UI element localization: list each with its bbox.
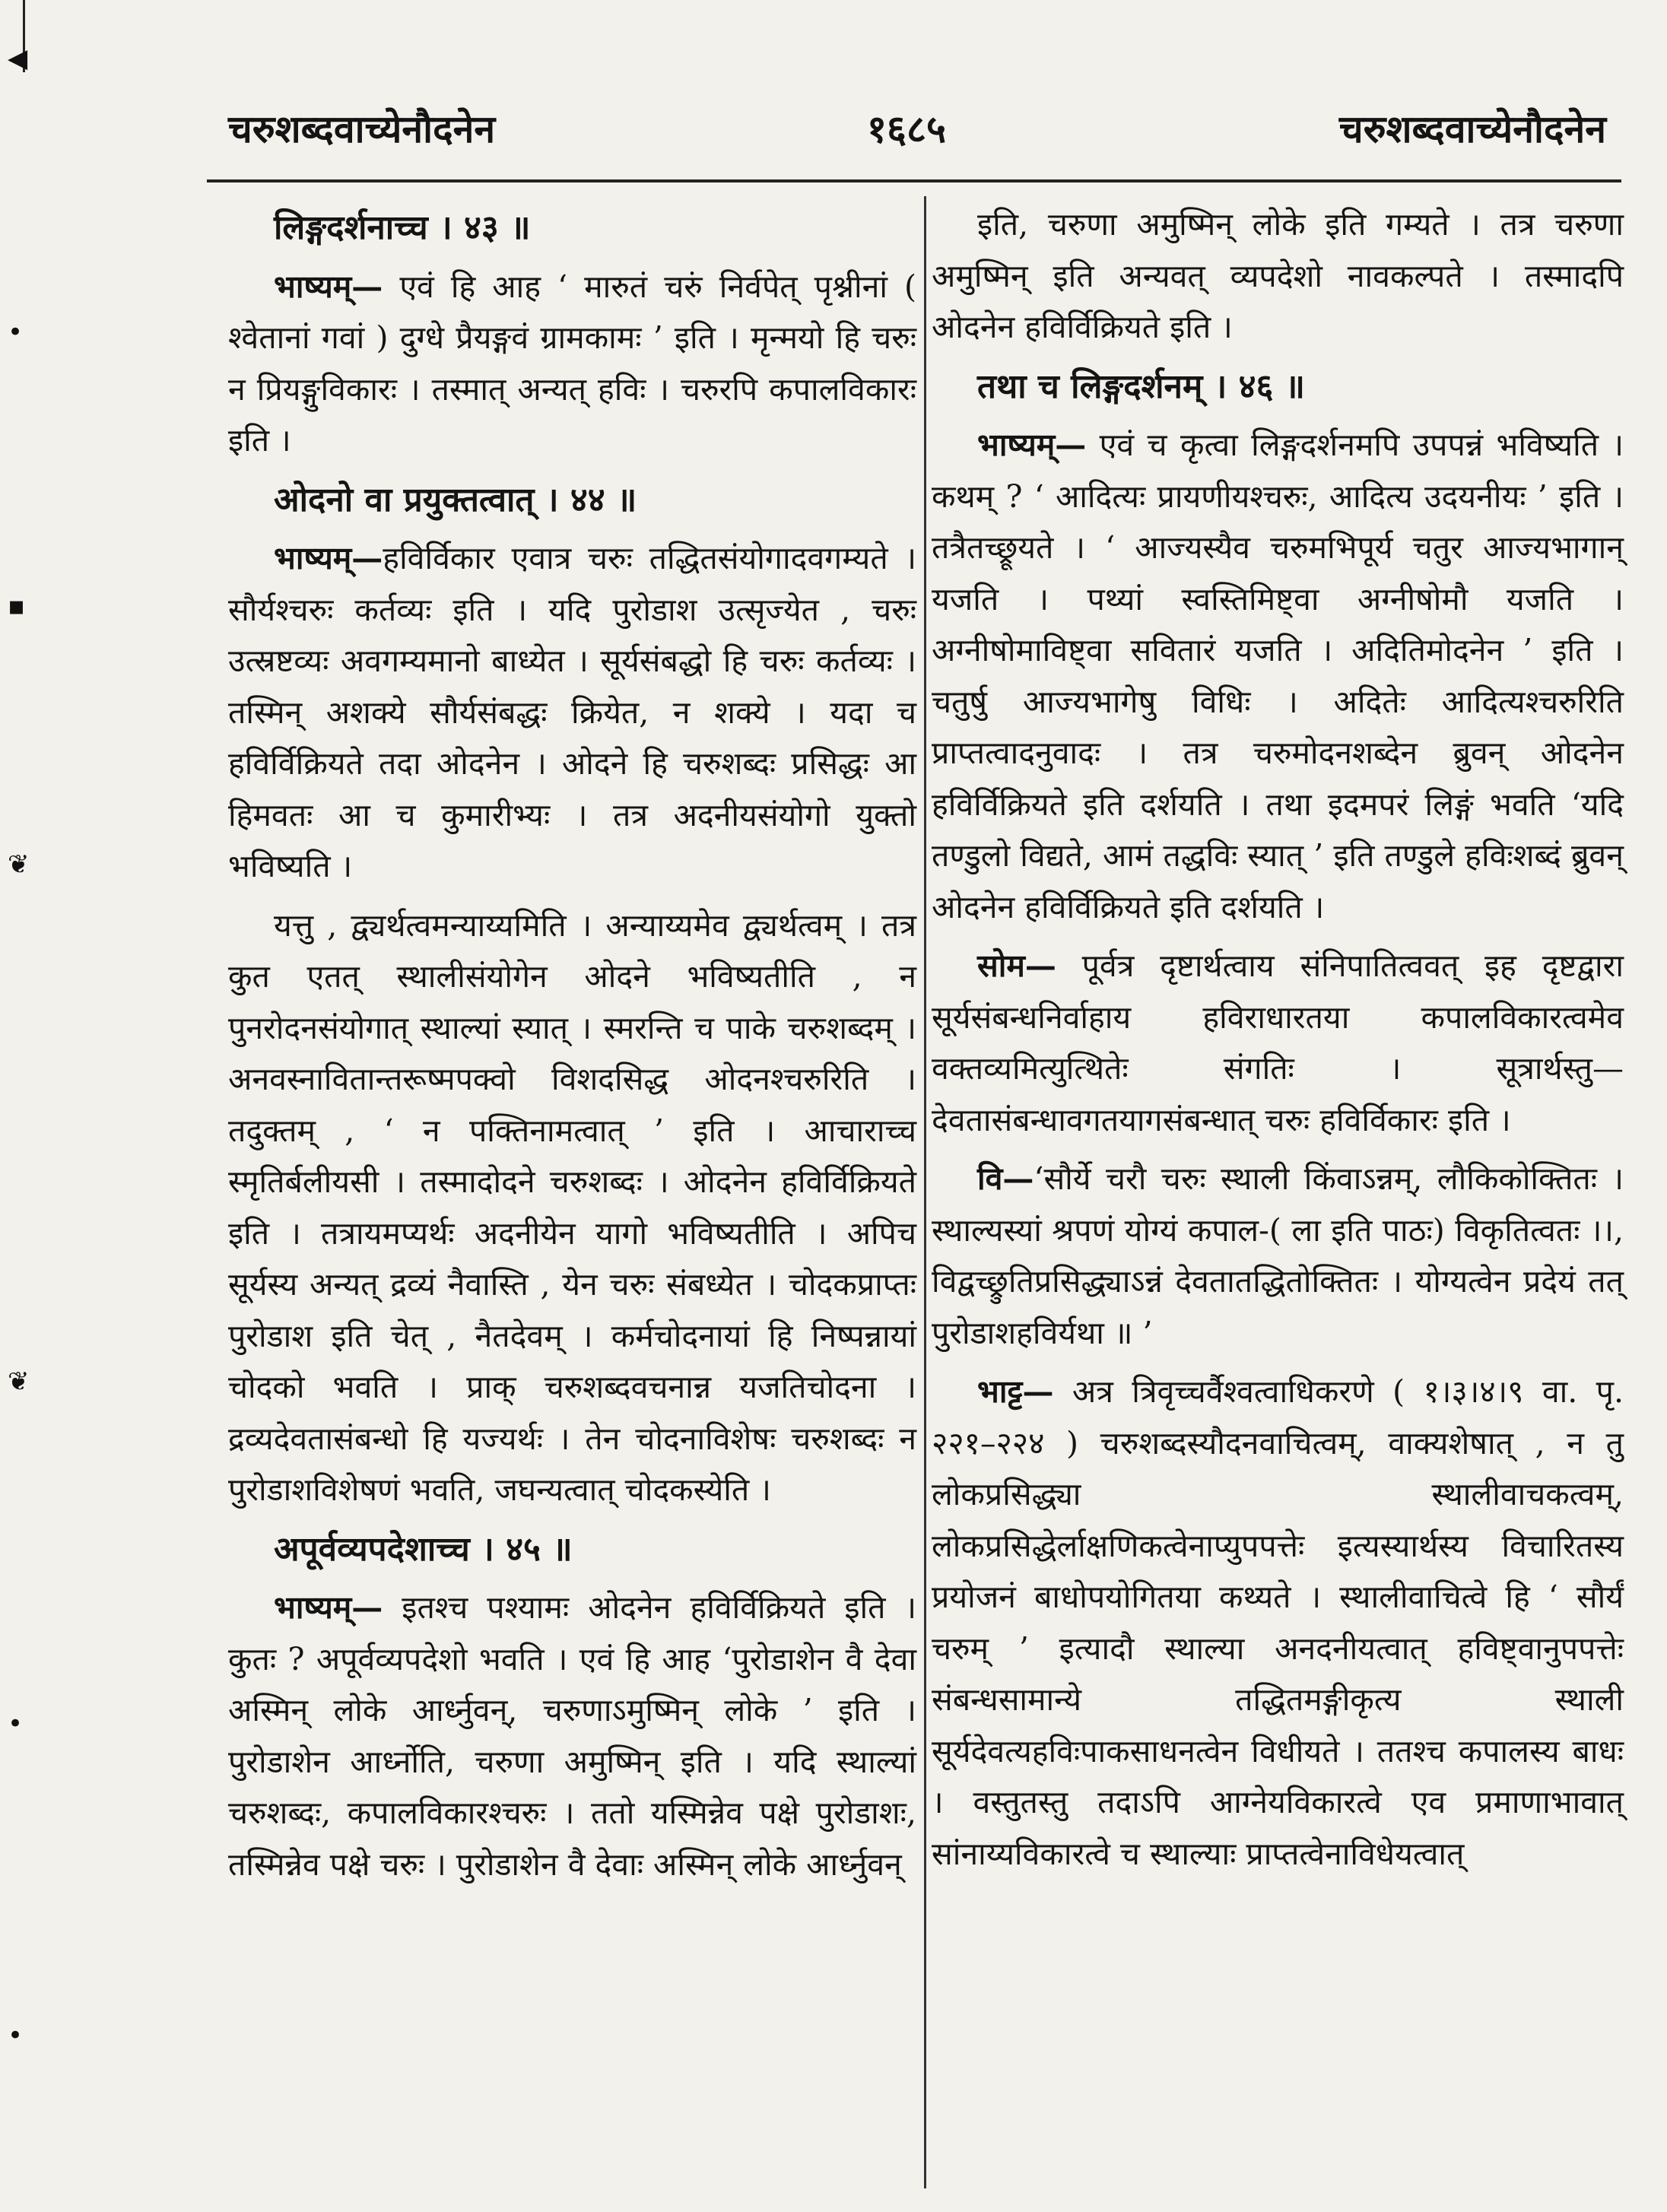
commentary-paragraph (228, 900, 916, 1516)
sutra-heading: अपूर्वव्यपदेशाच्च । ४५ ॥ (274, 1529, 573, 1569)
running-header-right: चरुशब्दवाच्येनौदनेन (1338, 106, 1606, 151)
right-column (932, 199, 1624, 1887)
commentary-label: सोम— (977, 947, 1056, 984)
commentary-paragraph (228, 1582, 916, 1890)
commentary-text: एवं च कृत्वा लिङ्गदर्शनमपि उपपन्नं भविष्यति । कथम् ? ‘ आदित्यः प्रायणीयश्चरुः, आदित्य उदयनीयः ’ इति । तत्रैतच्छ्रूयते । ‘ आज्यस्यैव चरुमभिपूर्य चतुर आज्यभागान् यजति । पथ्यां स्वस्तिमिष्ट्वा अग्नीषोमौ यजति । अग्नीषोमाविष्ट्वा सवितारं यजति । अदितिमोदनेन ’ इति । चतुर्षु आज्यभागेषु विधिः । अदितेः आदित्यश्चरुरिति प्राप्तत्वादनुवादः । तत्र चरुमोदनशब्देन ब्रुवन् ओदनेन हविर्विक्रियते इति दर्शयति । तथा इदमपरं लिङ्गं भवति ‘यदि तण्डुलो विद्यते, आमं तद्धविः स्यात् ’ इति तण्डुले हविःशब्दं ब्रुवन् ओदनेन हविर्विक्रियते इति दर्शयति । (932, 427, 1624, 925)
commentary-text: हविर्विकार एवात्र चरुः तद्धितसंयोगादवगम्यते । सौर्यश्चरुः कर्तव्यः इति । यदि पुरोडाश उत्सृज्येत , चरुः उत्स्रष्टव्यः अवगम्यमानो बाध्येत । सूर्यसंबद्धो हि चरुः कर्तव्यः । तस्मिन् अशक्ये सौर्यसंबद्धः क्रियेत, न शक्ये । यदा च हविर्विक्रियते तदा ओदनेन । ओदने हि चरुशब्दः प्रसिद्धः आ हिमवतः आ च कुमारीभ्यः । तत्र अदनीयसंयोगो युक्तो भविष्यति । (228, 540, 916, 884)
commentary-text: ‘सौर्ये चरौ चरुः स्थाली किंवाऽन्नम्, लौकिकोक्तितः । स्थाल्यस्यां श्रपणं योग्यं कपाल-( ला इति पाठः) विकृतित्वतः ।।, विद्वच्छ्रुतिप्रसिद्ध्याऽन्नं देवतातद्धितोक्तितः । योग्यत्वेन प्रदेयं तत् पुरोडाशहविर्यथा ॥ ’ (932, 1160, 1624, 1351)
sutra-heading: लिङ्गदर्शनाच्च । ४३ ॥ (274, 208, 531, 247)
margin-mark: • (8, 317, 24, 348)
commentary-paragraph (228, 533, 916, 893)
margin-mark: ❦ (8, 1366, 30, 1397)
commentary-paragraph (932, 1366, 1624, 1880)
commentary-label: भाष्यम्— (977, 427, 1087, 463)
commentary-paragraph (228, 262, 916, 467)
margin-mark: • (8, 1709, 24, 1739)
commentary-text: यत्तु , द्व्यर्थत्वमन्याय्यमिति । अन्याय्यमेव द्व्यर्थत्वम् । तत्र कुत एतत् स्थालीसंयोगेन ओदने भविष्यतीति , न पुनरोदनसंयोगात् स्थाल्यां स्यात् । स्मरन्ति च पाके चरुशब्दम् । अनवस्नावितान्तरूष्मपक्वो विशदसिद्ध ओदनश्चरुरिति । तदुक्तम् , ‘ न पक्तिनामत्वात् ’ इति । आचाराच्च स्मृतिर्बलीयसी । तस्मादोदने चरुशब्दः । ओदनेन हविर्विक्रियते इति । तत्रायमप्यर्थः अदनीयेन यागो भविष्यतीति । अपिच सूर्यस्य अन्यत् द्रव्यं नैवास्ति , येन चरुः संबध्येत । चोदकप्राप्तः पुरोडाश इति चेत् , नैतदेवम् । कर्मचोदनायां हि निष्पन्नायां चोदको भवति । प्राक् चरुशब्दवचनान्न यजतिचोदना । द्रव्यदेवतासंबन्धो हि यज्यर्थः । तेन चोदनाविशेषः चरुशब्दः न पुरोडाशविशेषणं भवति, जघन्यत्वात् चोदकस्येति । (228, 906, 916, 1508)
commentary-label: भाष्यम्— (274, 268, 383, 305)
margin-mark: ◀ (8, 43, 28, 74)
running-header-left: चरुशब्दवाच्येनौदनेन (228, 106, 496, 151)
margin-mark: • (8, 2020, 24, 2051)
sutra-heading: ओदनो वा प्रयुक्तत्वात् । ४४ ॥ (274, 480, 637, 519)
commentary-label: भाट्ट— (977, 1373, 1054, 1410)
commentary-paragraph (932, 941, 1624, 1146)
header-rule (207, 179, 1621, 182)
margin-mark: ❦ (8, 849, 30, 880)
commentary-paragraph (932, 420, 1624, 933)
commentary-text: इतश्च पश्यामः ओदनेन हविर्विक्रियते इति । कुतः ? अपूर्वव्यपदेशो भवति । एवं हि आह ‘पुरोडाशेन वै देवा अस्मिन् लोके आर्ध्नुवन्, चरुणाऽमुष्मिन् लोके ’ इति । पुरोडाशेन आर्ध्नोति, चरुणा अमुष्मिन् इति । यदि स्थाल्यां चरुशब्दः, कपालविकारश्चरुः । ततो यस्मिन्नेव पक्षे पुरोडाशः, तस्मिन्नेव पक्षे चरुः । पुरोडाशेन वै देवाः अस्मिन् लोके आर्ध्नुवन् (228, 1589, 916, 1883)
commentary-paragraph (932, 199, 1624, 354)
left-column (228, 199, 916, 1898)
commentary-label: भाष्यम्— (274, 1589, 383, 1626)
commentary-text: इति, चरुणा अमुष्मिन् लोके इति गम्यते । तत्र चरुणा अमुष्मिन् इति अन्यवत् व्यपदेशो नावकल्पते । तस्मादपि ओदनेन हविर्विक्रियते इति । (932, 206, 1624, 345)
commentary-text: एवं हि आह ‘ मारुतं चरुं निर्वपेत् पृश्नीनां ( श्वेतानां गवां ) दुग्धे प्रैयङ्गवं ग्रामकामः ’ इति । मृन्मयो हि चरुः न प्रियङ्गुविकारः । तस्मात् अन्यत् हविः । चरुरपि कपालविकारः इति । (228, 268, 916, 459)
commentary-label: भाष्यम्— (274, 540, 383, 576)
commentary-paragraph (932, 1154, 1624, 1359)
margin-mark: ▪ (8, 591, 26, 621)
commentary-text: पूर्वत्र दृष्टार्थत्वाय संनिपातित्ववत् इह दृष्टद्वारा सूर्यसंबन्धनिर्वाहाय हविराधारतया कपालविकारत्वमेव वक्तव्यमित्युत्थितेः संगतिः । सूत्रार्थस्तु— देवतासंबन्धावगतयागसंबन्धात् चरुः हविर्विकारः इति । (932, 947, 1624, 1138)
commentary-label: वि— (977, 1160, 1034, 1197)
page-number: १६८५ (867, 106, 946, 151)
column-divider (924, 196, 926, 2188)
commentary-text: अत्र त्रिवृच्चर्वैश्वत्वाधिकरणे ( १।३।४।९ वा. पृ. २२१–२२४ ) चरुशब्दस्यौदनवाचित्वम्, वाक्यशेषात् , न तु लोकप्रसिद्ध्या स्थालीवाचकत्वम्, लोकप्रसिद्धेर्लाक्षणिकत्वेनाप्युपपत्तेः इत्यस्यार्थस्य विचारितस्य प्रयोजनं बाधोपयोगितया कथ्यते । स्थालीवाचित्वे हि ‘ सौर्यं चरुम् ’ इत्यादौ स्थाल्या अनदनीयत्वात् हविष्ट्वानुपपत्तेः संबन्धसामान्ये तद्धितमङ्गीकृत्य स्थाली सूर्यदेवत्यहविःपाकसाधनत्वेन विधीयते । ततश्च कपालस्य बाधः । वस्तुतस्तु तदाऽपि आग्नेयविकारत्वे एव प्रमाणाभावात् सांनाय्यविकारत्वे च स्थाल्याः प्राप्तत्वेनाविधेयत्वात् (932, 1373, 1624, 1872)
sutra-heading: तथा च लिङ्गदर्शनम् । ४६ ॥ (977, 367, 1306, 406)
